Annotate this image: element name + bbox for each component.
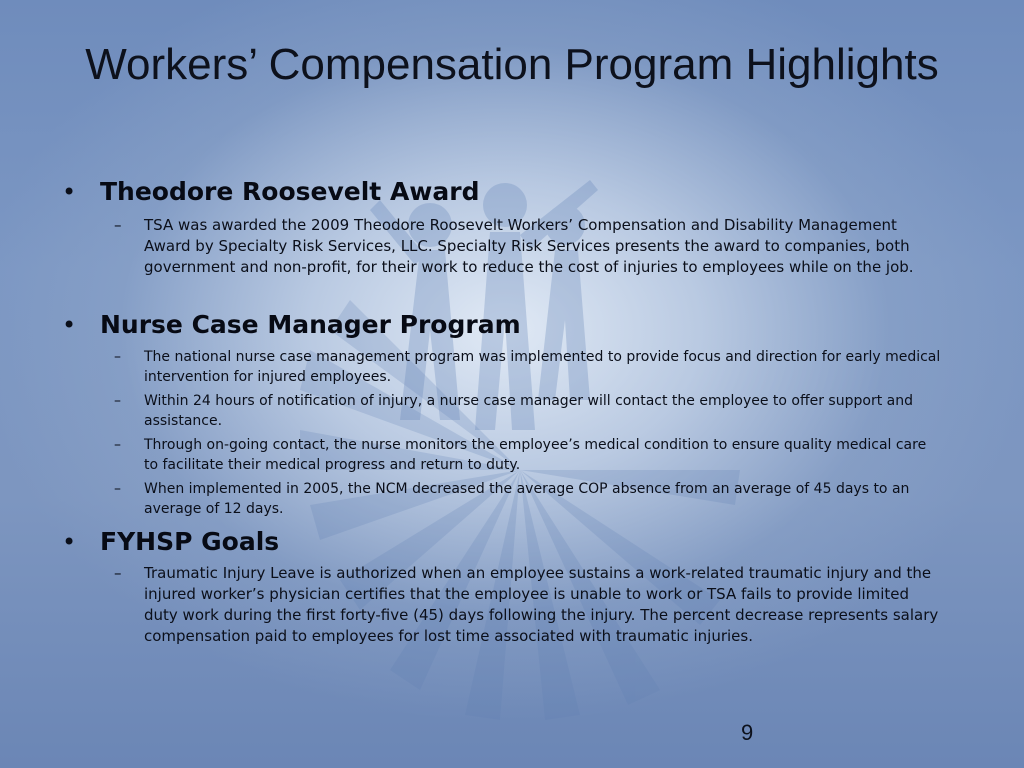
slide-content — [62, 175, 942, 647]
sub-list — [62, 348, 942, 519]
dash-icon: – — [114, 564, 122, 582]
list-item — [114, 563, 942, 647]
section-heading: FYHSP Goals — [100, 527, 280, 556]
list-item-text: Through on-going contact, the nurse monitors the employee’s medical condition to ensure quality medical care to facilitate their medical progress and return to duty. — [144, 437, 927, 473]
list-item — [114, 392, 942, 431]
list-item — [114, 480, 942, 519]
list-item-text: Traumatic Injury Leave is authorized when an employee sustains a work-related traumatic injury and the injured worker’s physician certifies that the employee is unable to work or TSA fails to provide limited duty work during the first forty-five (45) days following the injury. The percent decrease represents salary compensation paid to employees for lost time associated with traumatic injuries. — [144, 564, 939, 645]
list-item-text: TSA was awarded the 2009 Theodore Roosevelt Workers’ Compensation and Disability Management Award by Specialty Risk Services, LLC. Specialty Risk Services presents the award to companies, both government and non-profit, for their work to reduce the cost of injuries to employees while on the job. — [144, 216, 914, 276]
dash-icon: – — [114, 216, 122, 234]
dash-icon: – — [114, 349, 121, 365]
list-item — [114, 436, 942, 475]
list-item-text: The national nurse case management program was implemented to provide focus and direction for early medical intervention for injured employees. — [144, 349, 941, 385]
dash-icon: – — [114, 437, 121, 453]
sub-list — [62, 215, 942, 278]
bullet-icon: • — [62, 178, 77, 206]
dash-icon: – — [114, 393, 121, 409]
list-item-text: When implemented in 2005, the NCM decreased the average COP absence from an average of 45 days to an average of 12 days. — [144, 481, 910, 517]
dash-icon: – — [114, 481, 121, 497]
section-fyhsp-goals — [62, 525, 942, 647]
list-item — [114, 215, 942, 278]
section-heading: Nurse Case Manager Program — [100, 310, 521, 339]
list-item-text: Within 24 hours of notification of injury, a nurse case manager will contact the employee to offer support and assistance. — [144, 393, 913, 429]
section-header — [62, 175, 942, 209]
slide-title: Workers’ Compensation Program Highlights — [85, 40, 939, 89]
section-theodore-roosevelt-award — [62, 175, 942, 278]
section-header — [62, 308, 942, 342]
section-heading: Theodore Roosevelt Award — [100, 177, 480, 206]
bullet-icon: • — [62, 311, 77, 339]
list-item — [114, 348, 942, 387]
section-nurse-case-manager-program — [62, 308, 942, 519]
page-number: 9 — [741, 720, 754, 745]
bullet-icon: • — [62, 528, 77, 556]
section-header — [62, 525, 942, 559]
sub-list — [62, 563, 942, 647]
